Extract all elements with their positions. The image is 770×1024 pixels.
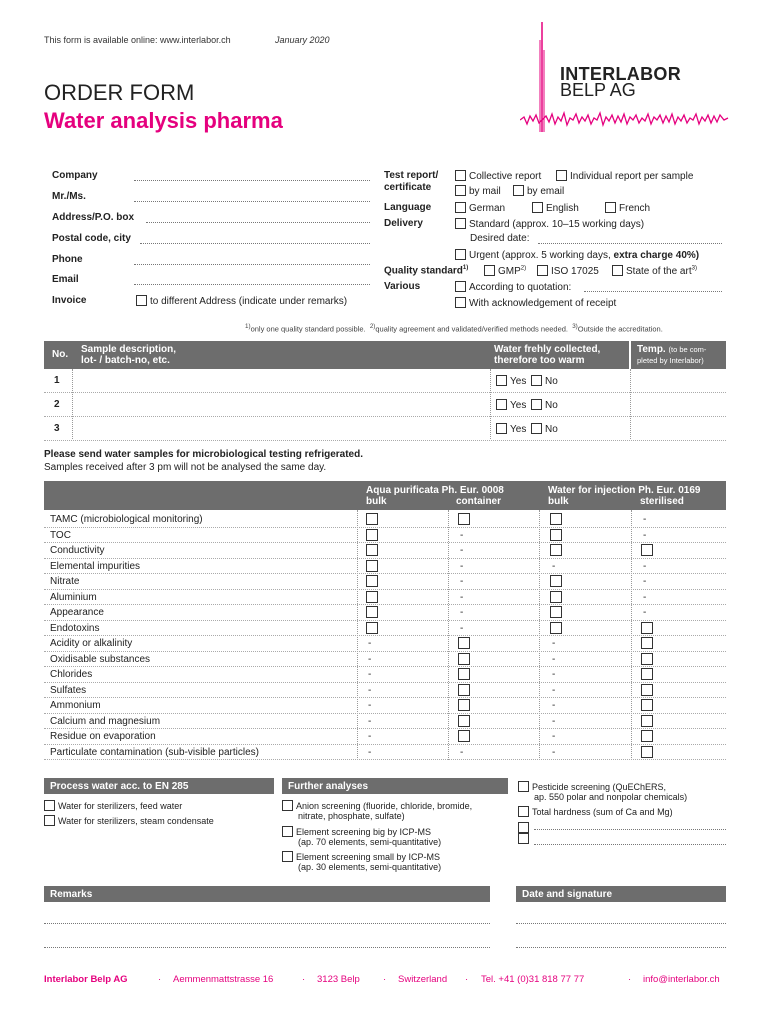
temp-header <box>631 341 726 369</box>
footer <box>44 974 726 988</box>
sample-yes-checkbox[interactable] <box>496 423 507 434</box>
process-opt-2 <box>44 815 214 826</box>
by-mail-checkbox[interactable] <box>455 185 466 196</box>
analysis-name: Oxidisable substances <box>50 653 151 665</box>
urgent-option <box>455 249 699 261</box>
further-other-1 <box>518 822 532 833</box>
french-checkbox[interactable] <box>605 202 616 213</box>
analysis-dash: - <box>552 638 556 649</box>
analysis-dash: - <box>643 560 647 572</box>
analysis-row <box>44 621 726 637</box>
collective-label: Collective report <box>469 171 542 182</box>
english-label: English <box>546 203 579 214</box>
sample-yes-checkbox[interactable] <box>496 399 507 410</box>
analysis-name: Calcium and magnesium <box>50 715 161 727</box>
analysis-name: Chlorides <box>50 669 93 680</box>
col-no: No. <box>52 349 69 360</box>
analysis-dash: - <box>368 731 372 742</box>
analysis-dash: - <box>552 560 556 572</box>
by-email-checkbox[interactable] <box>513 185 524 196</box>
quotation-option <box>455 281 571 293</box>
analysis-checkbox[interactable] <box>366 513 378 525</box>
further-other-1-field[interactable] <box>534 829 726 830</box>
analysis-row <box>44 559 726 575</box>
analysis-dash: - <box>460 591 464 603</box>
footnote-2-mark: 2) <box>369 323 376 330</box>
analysis-name: Aluminium <box>50 591 97 603</box>
sample-no-label: No <box>545 376 558 387</box>
analysis-checkbox[interactable] <box>458 513 470 525</box>
analysis-checkbox[interactable] <box>550 513 562 525</box>
analysis-checkbox[interactable] <box>641 746 653 758</box>
analysis-checkbox[interactable] <box>366 560 378 572</box>
big-option <box>282 826 431 837</box>
signature-header: Date and signature <box>516 886 726 902</box>
process-opt-1-label: Water for sterilizers, feed water <box>58 801 183 811</box>
desired-date-field[interactable] <box>538 243 722 244</box>
analysis-name: TOC <box>50 529 71 541</box>
quality-label <box>384 265 468 276</box>
by-mail-label: by mail <box>469 186 501 197</box>
analysis-name: Conductivity <box>50 545 105 556</box>
analysis-row <box>44 543 726 559</box>
german-checkbox[interactable] <box>455 202 466 213</box>
sample-description-field[interactable] <box>74 393 490 416</box>
sample-no-checkbox[interactable] <box>531 399 542 410</box>
invoice-checkbox[interactable] <box>136 295 147 306</box>
wfi-title: Water for injection Ph. Eur. 0169 <box>548 485 701 496</box>
sample-no-option <box>531 423 558 435</box>
online-note: This form is available online: www.interlabor.ch <box>44 35 231 45</box>
analysis-name: Endotoxins <box>50 622 100 634</box>
analysis-row <box>44 605 726 621</box>
individual-checkbox[interactable] <box>556 170 567 181</box>
analysis-checkbox[interactable] <box>641 730 653 742</box>
footnotes <box>245 323 663 334</box>
page-title: ORDER FORM <box>44 80 195 105</box>
analysis-checkbox[interactable] <box>641 653 653 665</box>
quotation-checkbox[interactable] <box>455 281 466 292</box>
notice-bold: Please send water samples for microbiological testing refrigerated. <box>44 449 363 460</box>
analysis-dash: - <box>460 529 464 541</box>
analysis-checkbox[interactable] <box>550 529 562 541</box>
by-email-label: by email <box>527 186 565 197</box>
french-option <box>605 202 650 214</box>
sample-no-label: No <box>545 400 558 411</box>
analysis-name: Particulate contamination (sub-visible particles) <box>50 746 259 758</box>
further-other-1-checkbox[interactable] <box>518 822 529 833</box>
analysis-row <box>44 528 726 544</box>
iso-option <box>537 265 599 277</box>
analysis-checkbox[interactable] <box>550 575 562 587</box>
analysis-dash: - <box>460 560 464 572</box>
process-opt-1 <box>44 800 182 811</box>
sample-no-label: No <box>545 424 558 435</box>
address-label: Address/P.O. box <box>52 212 135 223</box>
analysis-name: Appearance <box>50 607 104 618</box>
english-checkbox[interactable] <box>532 202 543 213</box>
anion-option <box>282 800 472 811</box>
footnote-1: only one quality standard possible. <box>250 324 366 334</box>
analysis-dash: - <box>643 607 647 618</box>
analysis-checkbox[interactable] <box>458 684 470 696</box>
analysis-dash: - <box>368 715 372 727</box>
sample-yes-checkbox[interactable] <box>496 375 507 386</box>
individual-label: Individual report per sample <box>570 171 694 182</box>
analysis-row <box>44 667 726 683</box>
sample-yes-label: Yes <box>510 424 527 435</box>
various-label: Various <box>384 281 421 292</box>
analysis-checkbox[interactable] <box>550 591 562 603</box>
analysis-name: TAMC (microbiological monitoring) <box>50 514 203 525</box>
process-opt-2-label: Water for sterilizers, steam condensate <box>58 816 214 826</box>
analysis-name: Acidity or alkalinity <box>50 638 133 649</box>
col-warm-2: therefore too warm <box>494 355 585 366</box>
footer-sep-3: · <box>383 974 387 985</box>
address-field[interactable] <box>146 222 370 223</box>
urgent-label: Urgent (approx. 5 working days, <box>469 250 614 261</box>
analysis-dash: - <box>643 514 647 525</box>
sample-row <box>44 417 726 441</box>
phone-field[interactable] <box>134 264 370 265</box>
small-checkbox[interactable] <box>282 851 293 862</box>
footer-company: Interlabor Belp AG <box>44 974 128 985</box>
invoice-option <box>136 295 347 307</box>
analysis-checkbox[interactable] <box>458 637 470 649</box>
aqua-container: container <box>456 496 502 507</box>
quotation-label: According to quotation: <box>469 282 572 293</box>
delivery-label: Delivery <box>384 218 423 229</box>
standard-option <box>455 218 644 230</box>
collective-option <box>455 170 541 182</box>
sample-no-option <box>531 399 558 411</box>
footer-sep-4: · <box>465 974 469 985</box>
standard-checkbox[interactable] <box>455 218 466 229</box>
mr-ms-label: Mr./Ms. <box>52 191 86 202</box>
analysis-row <box>44 652 726 668</box>
sample-temp-field[interactable] <box>631 369 726 392</box>
analysis-dash: - <box>552 684 556 696</box>
state-option <box>612 265 697 277</box>
sample-yes-label: Yes <box>510 400 527 411</box>
collective-checkbox[interactable] <box>455 170 466 181</box>
aqua-bulk: bulk <box>366 496 387 507</box>
sample-row <box>44 369 726 393</box>
footer-sep-2: · <box>302 974 306 985</box>
analysis-dash: - <box>368 638 372 649</box>
state-sup: 3) <box>691 265 697 272</box>
analysis-dash: - <box>460 607 464 618</box>
language-label: Language <box>384 202 432 213</box>
small-detail: (ap. 30 elements, semi-quantitative) <box>298 862 442 872</box>
analysis-name: Ammonium <box>50 700 101 711</box>
footnote-3-mark: 3) <box>572 323 578 330</box>
analysis-dash: - <box>643 591 647 603</box>
mr-ms-field[interactable] <box>134 201 370 202</box>
remarks-header: Remarks <box>44 886 490 902</box>
gmp-sup: 2) <box>520 265 527 272</box>
footer-email: info@interlabor.ch <box>643 974 720 985</box>
analysis-dash: - <box>552 700 556 711</box>
hardness-option <box>518 806 673 817</box>
process-opt-1-checkbox[interactable] <box>44 800 55 811</box>
aqua-title: Aqua purificata Ph. Eur. 0008 <box>366 485 504 496</box>
small-option <box>282 851 440 862</box>
iso-label: ISO 17025 <box>551 266 599 277</box>
analysis-dash: - <box>460 545 464 556</box>
quotation-field[interactable] <box>584 291 722 292</box>
hardness-checkbox[interactable] <box>518 806 529 817</box>
quality-label-text: Quality standard <box>384 265 463 277</box>
sample-number: 3 <box>54 423 60 434</box>
process-opt-2-checkbox[interactable] <box>44 815 55 826</box>
analysis-checkbox[interactable] <box>366 529 378 541</box>
sample-yes-option <box>496 399 526 411</box>
state-label: State of the art <box>626 266 692 277</box>
analysis-name: Elemental impurities <box>50 560 141 572</box>
pest-checkbox[interactable] <box>518 781 529 792</box>
analysis-dash: - <box>460 746 464 758</box>
footnote-2: quality agreement and validated/verified methods needed. <box>375 324 569 334</box>
ack-label: With acknowledgement of receipt <box>469 298 617 309</box>
analysis-checkbox[interactable] <box>641 622 653 634</box>
analysis-checkbox[interactable] <box>366 606 378 618</box>
wfi-bulk: bulk <box>548 496 569 507</box>
individual-option <box>556 170 693 182</box>
big-label: Element screening big by ICP-MS <box>296 827 432 837</box>
invoice-label: Invoice <box>52 295 87 306</box>
analysis-row <box>44 590 726 606</box>
further-other-2-checkbox[interactable] <box>518 833 529 844</box>
further-other-2-field[interactable] <box>534 844 726 845</box>
notice-normal: Samples received after 3 pm will not be analysed the same day. <box>44 462 327 473</box>
test-report-label: Test report/ <box>384 170 439 181</box>
analysis-name: Residue on evaporation <box>50 731 156 742</box>
logo-line2: BELP AG <box>560 80 636 100</box>
sample-yes-option <box>496 423 526 435</box>
sample-temp-field[interactable] <box>631 417 726 440</box>
analysis-dash: - <box>552 653 556 665</box>
further-header: Further analyses <box>282 778 508 794</box>
analysis-row <box>44 683 726 699</box>
analysis-dash: - <box>552 746 556 758</box>
analysis-dash: - <box>552 669 556 680</box>
analysis-row <box>44 698 726 714</box>
analysis-row <box>44 745 726 761</box>
by-mail-option <box>455 185 501 197</box>
analysis-checkbox[interactable] <box>641 715 653 727</box>
sample-row <box>44 393 726 417</box>
col-temp-note-2: pleted by Interlabor) <box>637 356 704 365</box>
analysis-checkbox[interactable] <box>550 544 562 556</box>
analysis-checkbox[interactable] <box>366 575 378 587</box>
footnote-3: Outside the accreditation. <box>577 324 663 334</box>
signature-line-2[interactable] <box>516 947 726 948</box>
certificate-label: certificate <box>384 182 432 193</box>
analysis-checkbox[interactable] <box>458 653 470 665</box>
french-label: French <box>619 203 651 214</box>
analysis-checkbox[interactable] <box>641 699 653 711</box>
email-label: Email <box>52 274 79 285</box>
analysis-checkbox[interactable] <box>641 544 653 556</box>
analysis-checkbox[interactable] <box>366 591 378 603</box>
col-temp-note-1: (to be com- <box>668 345 707 354</box>
col-desc-1: Sample description, <box>81 344 177 355</box>
invoice-option-label: to different Address (indicate under remarks) <box>150 296 348 307</box>
further-other-2 <box>518 833 532 844</box>
footnote-1-mark: 1) <box>245 323 251 330</box>
gmp-checkbox[interactable] <box>484 265 495 276</box>
signature-line-1[interactable] <box>516 923 726 924</box>
footer-city: 3123 Belp <box>317 974 360 985</box>
big-checkbox[interactable] <box>282 826 293 837</box>
sample-description-field[interactable] <box>74 369 490 392</box>
by-email-option <box>513 185 564 197</box>
sample-number: 2 <box>54 399 60 410</box>
pest-label: Pesticide screening (QuEChERS, <box>532 782 667 792</box>
company-label: Company <box>52 170 98 181</box>
col-desc-2: lot- / batch-no, etc. <box>81 355 170 366</box>
quality-sup: 1) <box>462 265 469 271</box>
analysis-dash: - <box>460 622 464 634</box>
iso-checkbox[interactable] <box>537 265 548 276</box>
postal-label: Postal code, city <box>52 233 131 244</box>
col-warm-1: Water frehly collected, <box>494 344 601 355</box>
analysis-name: Sulfates <box>50 684 87 696</box>
anion-label: Anion screening (fluoride, chloride, bromide, <box>296 801 473 811</box>
state-checkbox[interactable] <box>612 265 623 276</box>
analysis-row <box>44 636 726 652</box>
sample-no-option <box>531 375 558 387</box>
analysis-row <box>44 512 726 528</box>
footer-tel: Tel. +41 (0)31 818 77 77 <box>481 974 585 985</box>
analysis-checkbox[interactable] <box>366 544 378 556</box>
analysis-checkbox[interactable] <box>458 668 470 680</box>
process-header: Process water acc. to EN 285 <box>44 778 274 794</box>
sample-no-checkbox[interactable] <box>531 423 542 434</box>
analysis-dash: - <box>643 576 647 587</box>
gmp-option <box>484 265 526 277</box>
analysis-row <box>44 729 726 745</box>
sample-yes-option <box>496 375 526 387</box>
email-field[interactable] <box>134 284 370 285</box>
page-subtitle: Water analysis pharma <box>44 108 283 133</box>
hardness-label: Total hardness (sum of Ca and Mg) <box>532 807 673 817</box>
analysis-checkbox[interactable] <box>550 622 562 634</box>
analysis-checkbox[interactable] <box>458 715 470 727</box>
logo-line1: INTERLABOR <box>560 64 681 84</box>
analysis-dash: - <box>368 669 372 680</box>
sample-temp-field[interactable] <box>631 393 726 416</box>
big-detail: (ap. 70 elements, semi-quantitative) <box>298 837 442 847</box>
pest-detail: ap. 550 polar and nonpolar chemicals) <box>534 792 688 802</box>
german-label: German <box>469 203 506 214</box>
footer-country: Switzerland <box>398 974 448 985</box>
anion-detail: nitrate, phosphate, sulfate) <box>298 811 405 821</box>
analysis-row <box>44 714 726 730</box>
pest-option <box>518 781 666 792</box>
gmp-label: GMP <box>498 266 521 277</box>
standard-label: Standard (approx. 10–15 working days) <box>469 219 645 230</box>
sample-number: 1 <box>54 375 60 386</box>
urgent-checkbox[interactable] <box>455 249 466 260</box>
analysis-row <box>44 574 726 590</box>
ack-option <box>455 297 616 309</box>
remarks-line-1[interactable] <box>44 923 490 924</box>
ack-checkbox[interactable] <box>455 297 466 308</box>
phone-label: Phone <box>52 254 83 265</box>
analysis-checkbox[interactable] <box>366 622 378 634</box>
sample-no-checkbox[interactable] <box>531 375 542 386</box>
english-option <box>532 202 579 214</box>
form-date: January 2020 <box>275 35 330 45</box>
sample-yes-label: Yes <box>510 376 527 387</box>
analysis-checkbox[interactable] <box>458 730 470 742</box>
sample-description-field[interactable] <box>74 417 490 440</box>
company-field[interactable] <box>134 180 370 181</box>
analysis-checkbox[interactable] <box>641 668 653 680</box>
remarks-line-2[interactable] <box>44 947 490 948</box>
analysis-name: Nitrate <box>50 576 80 587</box>
analysis-dash: - <box>368 746 372 758</box>
analysis-dash: - <box>643 529 647 541</box>
small-label: Element screening small by ICP-MS <box>296 852 441 862</box>
wfi-sterile: sterilised <box>640 496 684 507</box>
footer-street: Aemmenmattstrasse 16 <box>173 974 274 985</box>
desired-date-label: Desired date: <box>470 233 530 244</box>
analysis-checkbox[interactable] <box>458 699 470 711</box>
analysis-dash: - <box>552 731 556 742</box>
footer-sep-1: · <box>158 974 162 985</box>
analysis-dash: - <box>552 715 556 727</box>
sample-table-header <box>44 341 629 369</box>
col-temp: Temp. <box>637 344 666 355</box>
analysis-dash: - <box>460 576 464 587</box>
anion-checkbox[interactable] <box>282 800 293 811</box>
german-option <box>455 202 505 214</box>
analysis-dash: - <box>368 700 372 711</box>
analysis-dash: - <box>368 684 372 696</box>
analysis-checkbox[interactable] <box>641 637 653 649</box>
postal-field[interactable] <box>140 243 370 244</box>
footer-sep-5: · <box>628 974 632 985</box>
analysis-dash: - <box>368 653 372 665</box>
analysis-checkbox[interactable] <box>641 684 653 696</box>
urgent-charge: extra charge 40%) <box>613 250 700 261</box>
analysis-checkbox[interactable] <box>550 606 562 618</box>
